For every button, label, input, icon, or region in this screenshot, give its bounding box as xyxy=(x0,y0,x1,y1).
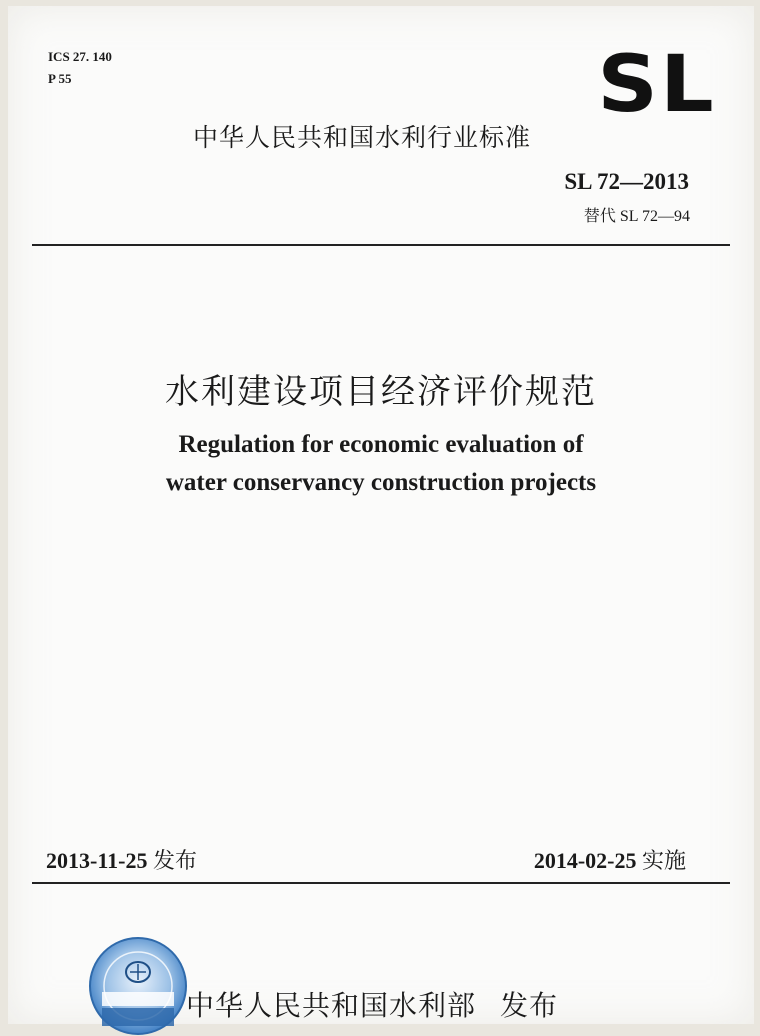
issue-date-block xyxy=(46,844,197,875)
issuer-publish-label: 发布 xyxy=(500,989,559,1022)
classification-codes xyxy=(48,46,112,90)
implementation-date-block xyxy=(534,844,686,875)
english-title-line-2: water conservancy construction projects xyxy=(165,469,597,496)
class-code: P 55 xyxy=(48,71,72,86)
ics-code: ICS 27. 140 xyxy=(48,49,112,64)
replaces-standard: 替代 SL 72—94 xyxy=(583,208,690,225)
document-cover xyxy=(8,6,754,1024)
standard-type: 中华人民共和国水利行业标准 xyxy=(193,123,532,152)
english-title xyxy=(8,426,754,502)
chinese-title: 水利建设项目经济评价规范 xyxy=(165,372,597,412)
implementation-label: 实施 xyxy=(641,849,686,874)
standard-number: SL 72—2013 xyxy=(564,169,689,194)
anti-counterfeit-seal-icon xyxy=(88,936,188,1036)
implementation-date: 2014-02-25 xyxy=(533,848,637,873)
issuer-block xyxy=(186,984,558,1024)
top-divider xyxy=(32,244,730,246)
bottom-divider xyxy=(32,882,730,884)
issuer-name: 中华人民共和国水利部 xyxy=(186,989,477,1022)
issue-label: 发布 xyxy=(152,849,197,874)
english-title-line-1: Regulation for economic evaluation of xyxy=(178,431,584,458)
issue-date: 2013-11-25 xyxy=(46,848,148,873)
sl-logo: SL xyxy=(597,40,716,130)
